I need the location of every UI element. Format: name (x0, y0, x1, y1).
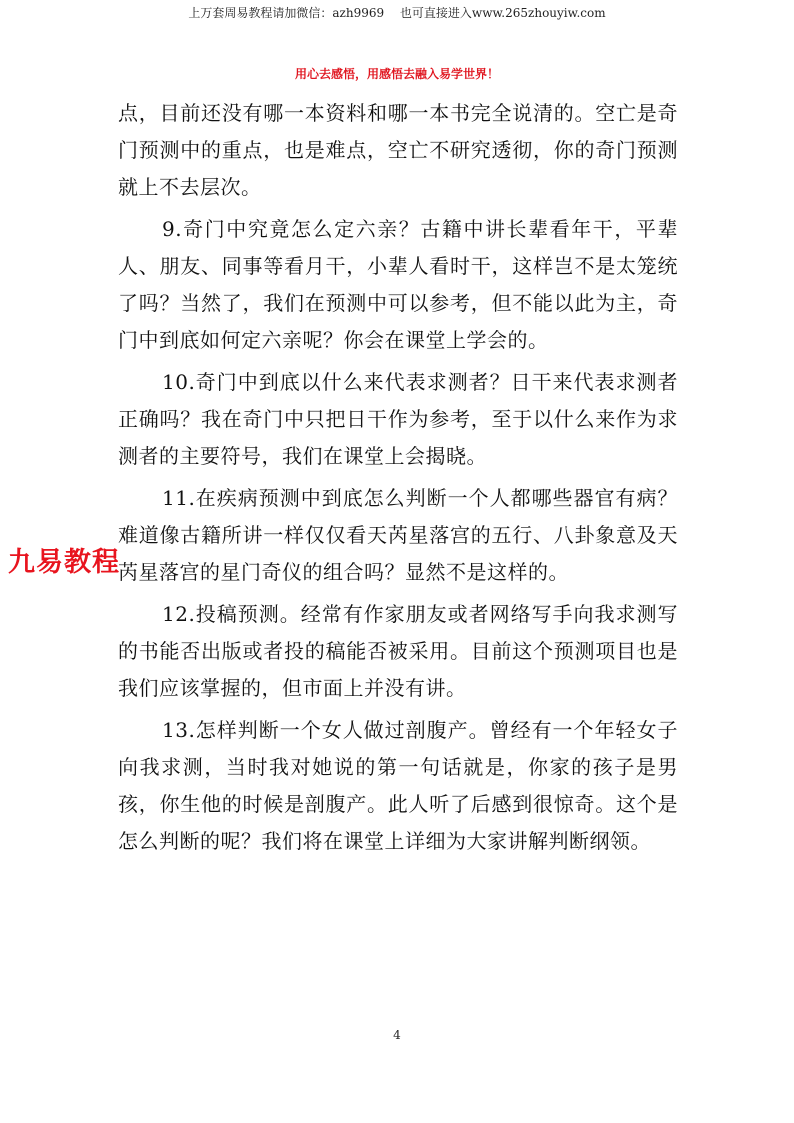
motto-banner: 用心去感悟，用感悟去融入易学世界！ (294, 67, 499, 81)
paragraph-item-9: 9.奇门中究竟怎么定六亲？古籍中讲长辈看年干，平辈人、朋友、同事等看月干，小辈人看时干，这样岂不是太笼统了吗？当然了，我们在预测中可以参考，但不能以此为主，奇门中到底如何定六亲呢？你会在课堂上学会的。 (118, 217, 678, 352)
watermark-logo: 九易教程 (8, 547, 120, 578)
header-promo: 上万套周易教程请加微信：azh9969 也可直接进入www.265zhouyiw.com (188, 6, 606, 20)
paragraph-item-10: 10.奇门中到底以什么来代表求测者？日干来代表求测者正确吗？我在奇门中只把日干作为参考，至于以什么来作为求测者的主要符号，我们在课堂上会揭晓。 (118, 370, 678, 468)
paragraph-item-11: 11.在疾病预测中到底怎么判断一个人都哪些器官有病？难道像古籍所讲一样仅仅看天芮星落宫的五行、八卦象意及天芮星落宫的星门奇仪的组合吗？显然不是这样的。 (118, 486, 678, 584)
paragraph-item-12: 12.投稿预测。经常有作家朋友或者网络写手向我求测写的书能否出版或者投的稿能否被采用。目前这个预测项目也是我们应该掌握的，但市面上并没有讲。 (118, 602, 678, 700)
paragraph-item-13: 13.怎样判断一个女人做过剖腹产。曾经有一个年轻女子向我求测，当时我对她说的第一句话就是，你家的孩子是男孩，你生他的时候是剖腹产。此人听了后感到很惊奇。这个是怎么判断的呢？我们将在课堂上详细为大家讲解判断纲领。 (118, 718, 678, 853)
page-number: 4 (393, 1028, 401, 1042)
document-body (118, 95, 678, 860)
paragraph-continuation: 点，目前还没有哪一本资料和哪一本书完全说清的。空亡是奇门预测中的重点，也是难点，空亡不研究透彻，你的奇门预测就上不去层次。 (118, 101, 678, 199)
